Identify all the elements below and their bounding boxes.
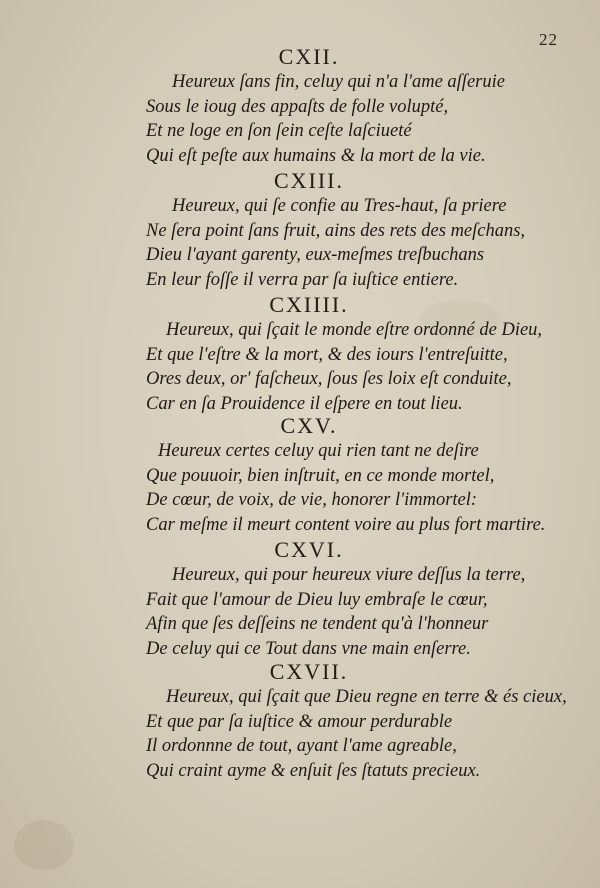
verse-line: Et que l'eſtre & la mort, & des iours l'entreſuitte,: [146, 344, 508, 365]
paper-stain: [14, 820, 74, 870]
verse-line: Heureux, qui ſe confie au Tres-haut, ſa priere: [172, 196, 507, 216]
verse-line: Sous le ioug des appaſts de folle volupté,: [146, 96, 449, 117]
verse-line: Qui eſt peſte aux humains & la mort de la vie.: [146, 145, 486, 166]
verse-line: Heureux certes celuy qui rien tant ne deſire: [158, 441, 479, 461]
stanza-numeral: CXVII.: [269, 659, 349, 684]
page-number: 22: [539, 30, 558, 49]
verse-line: Car en ſa Prouidence il eſpere en tout lieu.: [146, 393, 463, 414]
verse-line: Dieu l'ayant garenty, eux-meſmes treſbuchans: [146, 245, 485, 265]
stanza-cxiii: [0, 168, 600, 292]
stanza-cxii: [0, 44, 600, 168]
verse-line: De celuy qui ce Tout dans vne main enſerre.: [146, 638, 471, 659]
verse-line: Il ordonnne de tout, ayant l'ame agreable,: [146, 736, 457, 756]
verse-line: Qui craint ayme & enſuit ſes ſtatuts precieux.: [146, 760, 481, 781]
stanza-numeral: CXVI.: [274, 537, 344, 562]
verse-line: Que pouuoir, bien inſtruit, en ce monde mortel,: [146, 465, 495, 486]
verse-line: Ne ſera point ſans fruit, ains des rets des meſchans,: [146, 220, 526, 241]
verse-line: Et ne loge en ſon ſein ceſte laſciueté: [146, 121, 412, 141]
verse-line: Fait que l'amour de Dieu luy embraſe le cœur,: [146, 589, 488, 610]
stanza-cxvi: [0, 537, 600, 661]
verse-line: De cœur, de voix, de vie, honorer l'immortel:: [146, 490, 478, 510]
verse-line: Car meſme il meurt content voire au plus fort martire.: [146, 514, 546, 535]
stanza-cxvii: [0, 659, 600, 783]
verse-line: Ores deux, or' faſcheux, ſous ſes loix eſt conduite,: [146, 369, 512, 389]
verse-line: Et que par ſa iuſtice & amour perdurable: [146, 711, 453, 732]
stanza-cxv: [0, 413, 600, 537]
verse-line: Heureux, qui pour heureux viure deſſus la terre,: [172, 565, 526, 585]
verse-line: Heureux ſans fin, celuy qui n'a l'ame aſſeruie: [172, 72, 505, 92]
stanza-numeral: CXV.: [280, 413, 338, 438]
stanza-cxiiii: [0, 292, 600, 416]
stanza-numeral: CXII.: [278, 44, 340, 69]
verse-line: En leur foſſe il verra par ſa iuſtice entiere.: [146, 269, 459, 290]
stanza-numeral: CXIIII.: [269, 292, 349, 317]
stanza-numeral: CXIII.: [273, 168, 345, 193]
verse-line: Afin que ſes deſſeins ne tendent qu'à l'honneur: [146, 614, 489, 634]
verse-line: Heureux, qui ſçait le monde eſtre ordonné de Dieu,: [166, 320, 543, 340]
verse-line: Heureux, qui ſçait que Dieu regne en terre & és cieux,: [166, 687, 567, 707]
